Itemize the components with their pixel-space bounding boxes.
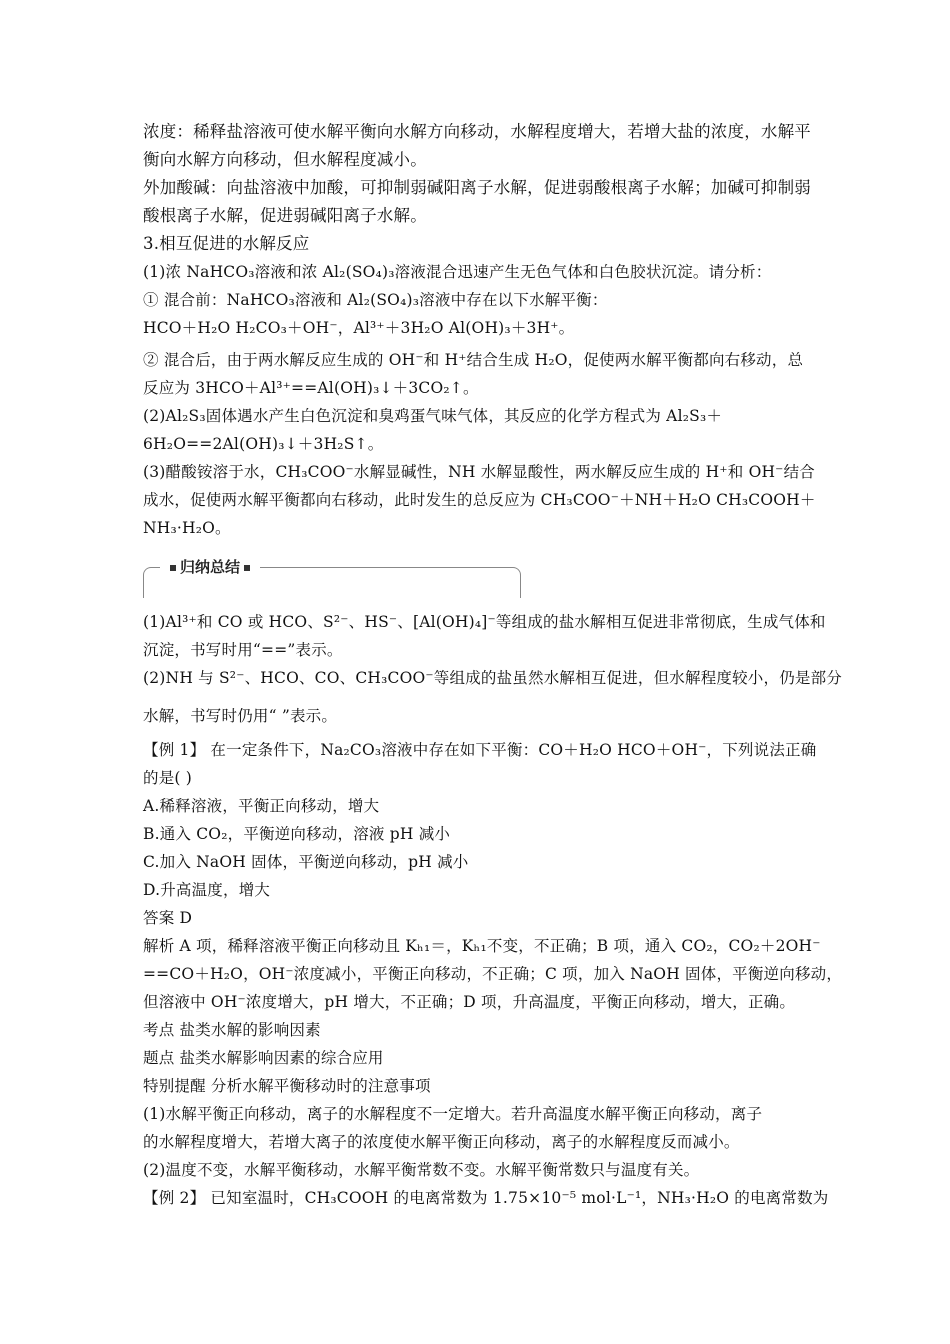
example-heading: 【例 1】 在一定条件下，Na₂CO₃溶液中存在如下平衡：CO＋H₂O HCO＋OH⁻，下列说法正确 (143, 741, 817, 759)
square-bullet-icon (170, 565, 176, 571)
equation-line: 反应为 3HCO＋Al³⁺==Al(OH)₃↓＋3CO₂↑。 (143, 379, 479, 397)
summary-line: 水解，书写时仍用“ ”表示。 (143, 707, 338, 725)
option-b: B.通入 CO₂，平衡逆向移动，溶液 pH 减小 (143, 825, 451, 843)
text-line: 浓度：稀释盐溶液可使水解平衡向水解方向移动，水解程度增大，若增大盐的浓度，水解平 (143, 122, 811, 141)
text-line: ② 混合后，由于两水解反应生成的 OH⁻和 H⁺结合生成 H₂O，促使两水解平衡都向右移动，总 (143, 351, 804, 369)
summary-line: (1)Al³⁺和 CO 或 HCO、S²⁻、HS⁻、[Al(OH)₄]⁻等组成的盐水解相互促进非常彻底，生成气体和 (143, 613, 826, 631)
example-heading: 【例 2】 已知室温时，CH₃COOH 的电离常数为 1.75×10⁻⁵ mol·L⁻¹，NH₃·H₂O 的电离常数为 (143, 1189, 829, 1207)
summary-title: 归纳总结 (160, 557, 260, 577)
summary-line: (2)NH 与 S²⁻、HCO、CO、CH₃COO⁻等组成的盐虽然水解相互促进，但水解程度较小，仍是部分 (143, 669, 843, 687)
analysis-line: 但溶液中 OH⁻浓度增大，pH 增大，不正确；D 项，升高温度，平衡正向移动，增大，正确。 (143, 993, 796, 1011)
square-bullet-icon (244, 565, 250, 571)
text-line: 成水，促使两水解平衡都向右移动，此时发生的总反应为 CH₃COO⁻＋NH＋H₂O CH₃COOH＋ (143, 491, 816, 509)
equation-line: 6H₂O==2Al(OH)₃↓＋3H₂S↑。 (143, 435, 384, 453)
text-line: NH₃·H₂O。 (143, 519, 231, 537)
text-line: 的是( ) (143, 769, 193, 787)
text-line: 酸根离子水解，促进弱碱阳离子水解。 (143, 206, 427, 225)
option-a: A.稀释溶液，平衡正向移动，增大 (143, 797, 380, 815)
text-line: ① 混合前：NaHCO₃溶液和 Al₂(SO₄)₃溶液中存在以下水解平衡： (143, 291, 608, 309)
section-heading: 3.相互促进的水解反应 (143, 234, 310, 253)
text-line: 衡向水解方向移动，但水解程度减小。 (143, 150, 427, 169)
equation-line: HCO＋H₂O H₂CO₃＋OH⁻，Al³⁺＋3H₂O Al(OH)₃＋3H⁺。 (143, 319, 575, 337)
answer-line: 答案 D (143, 909, 193, 927)
analysis-line: 解析 A 项，稀释溶液平衡正向移动且 Kₕ₁＝，Kₕ₁不变，不正确；B 项，通入 CO₂，CO₂＋2OH⁻ (143, 937, 821, 955)
text-line: 外加酸碱：向盐溶液中加酸，可抑制弱碱阳离子水解，促进弱酸根离子水解；加碱可抑制弱 (143, 178, 811, 197)
special-tip: 特别提醒 分析水解平衡移动时的注意事项 (143, 1077, 431, 1095)
analysis-line: ==CO＋H₂O，OH⁻浓度减小，平衡正向移动，不正确；C 项，加入 NaOH 固体，平衡逆向移动， (143, 965, 843, 983)
text-line: (2)温度不变，水解平衡移动，水解平衡常数不变。水解平衡常数只与温度有关。 (143, 1161, 700, 1179)
summary-line: 沉淀，书写时用“==”表示。 (143, 641, 343, 659)
text-line: (3)醋酸铵溶于水，CH₃COO⁻水解显碱性，NH 水解显酸性，两水解反应生成的 H⁺和 OH⁻结合 (143, 463, 815, 481)
text-line: (2)Al₂S₃固体遇水产生白色沉淀和臭鸡蛋气味气体，其反应的化学方程式为 Al₂S₃＋ (143, 407, 723, 425)
knowledge-point: 考点 盐类水解的影响因素 (143, 1021, 321, 1039)
option-c: C.加入 NaOH 固体，平衡逆向移动，pH 减小 (143, 853, 469, 871)
text-line: (1)浓 NaHCO₃溶液和浓 Al₂(SO₄)₃溶液混合迅速产生无色气体和白色胶状沉淀。请分析： (143, 263, 772, 281)
question-point: 题点 盐类水解影响因素的综合应用 (143, 1049, 384, 1067)
option-d: D.升高温度，增大 (143, 881, 271, 899)
text-line: (1)水解平衡正向移动，离子的水解程度不一定增大。若升高温度水解平衡正向移动，离子 (143, 1105, 763, 1123)
text-line: 的水解程度增大，若增大离子的浓度使水解平衡正向移动，离子的水解程度反而减小。 (143, 1133, 740, 1151)
